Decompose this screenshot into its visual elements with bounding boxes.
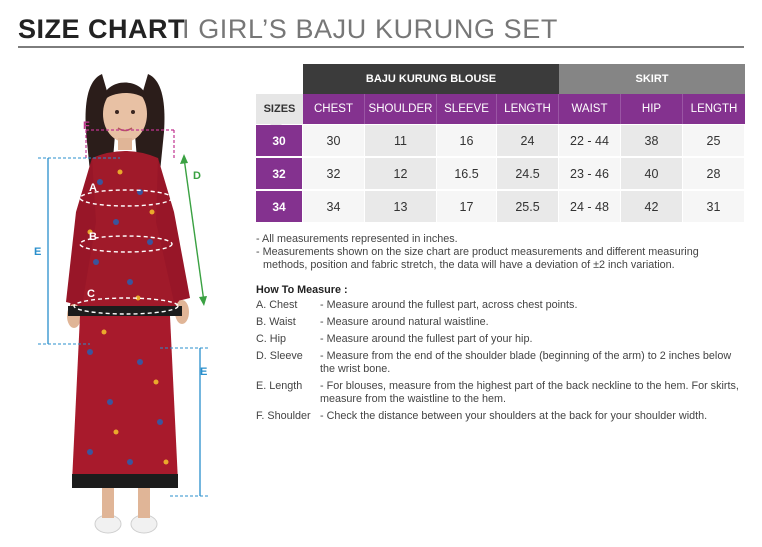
table-cell: 24 - 48	[559, 191, 621, 223]
measure-description: - For blouses, measure from the highest part of the back neckline to the hem. For skirts, measure from the waistline to the hem.	[320, 380, 739, 405]
column-header-hip: HIP	[621, 94, 683, 124]
how-to-measure	[256, 284, 746, 422]
column-header-sleeve: SLEEVE	[437, 94, 497, 124]
page-title: SIZE CHART	[18, 14, 185, 44]
measure-key: E. Length	[256, 380, 303, 392]
column-header-skirt-length: LENGTH	[683, 94, 745, 124]
measure-item-chest	[256, 299, 746, 312]
measure-description: - Check the distance between your shoulders at the back for your shoulder width.	[320, 410, 708, 422]
table-cell: 23 - 46	[559, 158, 621, 190]
note-line: - Measurements shown on the size chart are product measurements and different measuring	[256, 246, 699, 258]
girl-illustration	[20, 62, 230, 542]
measure-item-sleeve	[256, 350, 746, 376]
measure-item-waist	[256, 316, 746, 329]
column-header-shoulder: SHOULDER	[365, 94, 437, 124]
measurement-notes	[256, 233, 746, 272]
table-cell: 40	[621, 158, 683, 190]
waist-marker-label: B	[89, 231, 97, 243]
table-cell: 25	[683, 125, 745, 157]
measure-description: - Measure around the fullest part of your hip.	[320, 333, 533, 345]
table-cell: 22 - 44	[559, 125, 621, 157]
column-header-waist: WAIST	[559, 94, 621, 124]
shoulder-marker-label: F	[83, 120, 90, 132]
page-subtitle: I GIRL’S BAJU KURUNG SET	[182, 14, 558, 44]
sleeve-marker-label: D	[193, 170, 201, 182]
skirt-group-header: SKIRT	[559, 64, 745, 94]
measure-item-length	[256, 380, 746, 406]
measure-key: C. Hip	[256, 333, 286, 345]
table-cell: 17	[437, 191, 497, 223]
table-cell: 38	[621, 125, 683, 157]
size-cell: 34	[256, 191, 303, 223]
table-cell: 24.5	[497, 158, 559, 190]
table-cell: 12	[365, 158, 437, 190]
table-row	[256, 191, 745, 224]
table-cell: 34	[303, 191, 365, 223]
measure-description: - Measure around the fullest part, across chest points.	[320, 299, 578, 311]
table-cell: 30	[303, 125, 365, 157]
chest-marker-label: A	[89, 182, 97, 194]
table-cell: 16.5	[437, 158, 497, 190]
table-cell: 28	[683, 158, 745, 190]
size-cell: 30	[256, 125, 303, 157]
column-header-blouse-length: LENGTH	[497, 94, 559, 124]
hip-marker-label: C	[87, 288, 95, 300]
blouse-group-header: BAJU KURUNG BLOUSE	[303, 64, 559, 94]
header	[18, 14, 744, 48]
column-header-row	[256, 94, 745, 124]
measure-description: - Measure around natural waistline.	[320, 316, 489, 328]
measure-key: A. Chest	[256, 299, 298, 311]
table-cell: 32	[303, 158, 365, 190]
table-row	[256, 158, 745, 191]
measure-key: D. Sleeve	[256, 350, 303, 362]
table-cell: 11	[365, 125, 437, 157]
model-figure	[20, 62, 230, 542]
measure-item-hip	[256, 333, 746, 346]
blouse-length-marker-label: E	[34, 246, 42, 258]
measure-description: - Measure from the end of the shoulder blade (beginning of the arm) to 2 inches below the wrist bone.	[320, 350, 732, 375]
table-cell: 25.5	[497, 191, 559, 223]
column-header-chest: CHEST	[303, 94, 365, 124]
table-cell: 31	[683, 191, 745, 223]
table-cell: 16	[437, 125, 497, 157]
table-row	[256, 125, 745, 158]
note-line: methods, position and fabric stretch, the data will have a deviation of ±2 inch variation.	[263, 259, 675, 271]
measure-key: F. Shoulder	[256, 410, 311, 422]
measure-item-shoulder	[256, 410, 746, 423]
table-cell: 13	[365, 191, 437, 223]
note-line: - All measurements represented in inches.	[256, 233, 458, 245]
size-cell: 32	[256, 158, 303, 190]
column-header-sizes: SIZES	[256, 94, 303, 124]
table-cell: 24	[497, 125, 559, 157]
table-cell: 42	[621, 191, 683, 223]
measure-key: B. Waist	[256, 316, 296, 328]
how-to-title: How To Measure :	[256, 284, 348, 296]
skirt-length-marker-label: E	[200, 366, 208, 378]
